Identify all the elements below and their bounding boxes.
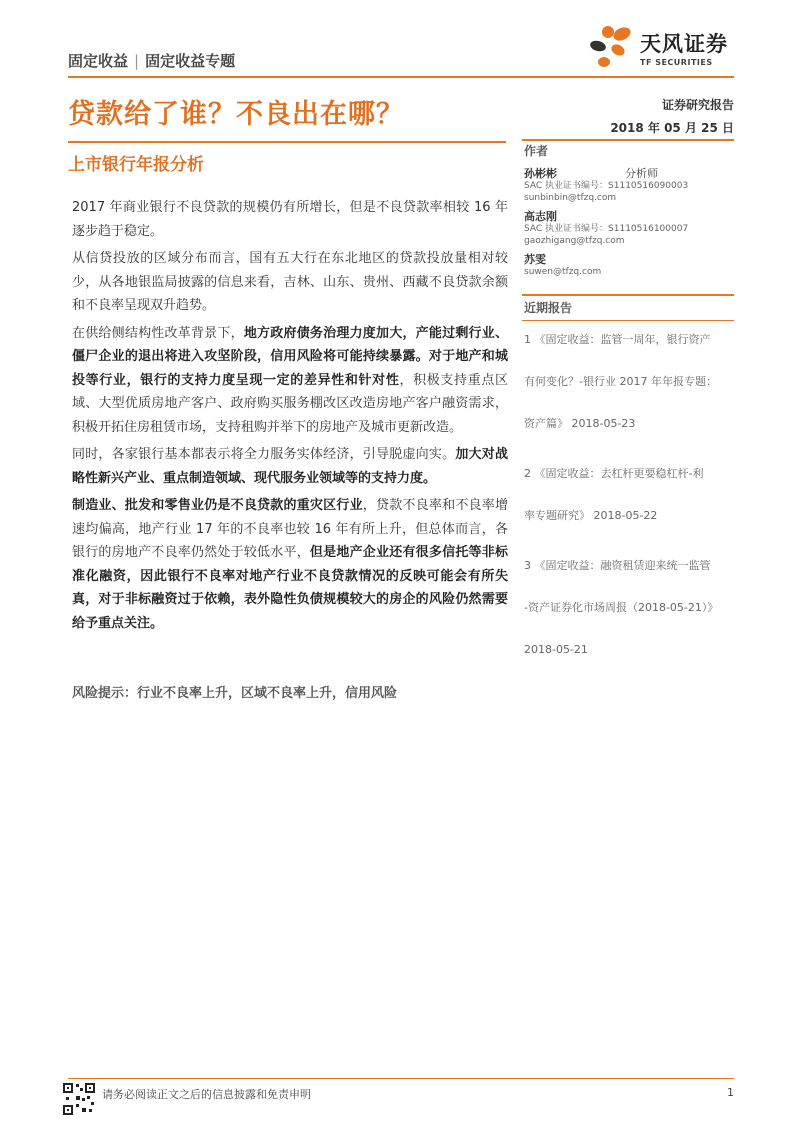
author-name: 孙彬彬	[524, 167, 557, 180]
report-date: 2018 年 05 月 25 日	[610, 121, 734, 135]
report-type: 证券研究报告	[661, 98, 734, 112]
text-run: ，贷款不良率和不良率增速均偏高，地产行业 17 年的不良率也较 16 年有所上升，但总体而言，各银行的房地产不良率仍然处于较低水平，	[72, 498, 508, 560]
author-role: 分析师	[625, 167, 658, 180]
bold-text-run: 地方政府债务治理力度加大，产能过剩行业、僵尸企业的退出将进入攻坚阶段，信用风险将可能持续暴露。对于地产和城投等行业，银行的支持力度呈现一定的差异性和针对性	[72, 325, 508, 388]
text-run: 在供给侧结构性改革背景下，	[72, 325, 244, 341]
author-email[interactable]: gaozhigang@tfzq.com	[524, 236, 625, 246]
logo-chinese-name: 天风证券	[640, 32, 728, 56]
author-cert: SAC 执业证书编号：S1110516100007	[524, 224, 689, 234]
author-email[interactable]: suwen@tfzq.com	[524, 267, 602, 277]
disclaimer-text: 请务必阅读正文之后的信息披露和免责申明	[102, 1088, 311, 1101]
title-divider	[68, 141, 506, 143]
recent-report-line[interactable]: 1 《固定收益：监管一周年，银行资产	[524, 333, 711, 346]
summary-body	[72, 196, 508, 639]
logo-english-name: TF SECURITIES	[640, 58, 713, 67]
recent-report-line[interactable]: -资产证券化市场周报（2018-05-21）》	[524, 601, 719, 614]
risk-warning: 风险提示：行业不良率上升，区域不良率上升，信用风险	[72, 686, 398, 701]
summary-paragraph	[72, 494, 508, 635]
summary-paragraph: 2017 年商业银行不良贷款的规模仍有所增长，但是不良贷款率相较 16 年逐步趋于稳定。	[72, 200, 508, 239]
recent-report-line[interactable]: 率专题研究》 2018-05-22	[524, 509, 658, 522]
recent-report-line[interactable]: 2018-05-21	[524, 643, 588, 656]
recent-report-line[interactable]: 资产篇》 2018-05-23	[524, 417, 636, 430]
summary-paragraph: 从信贷投放的区域分布而言，国有五大行在东北地区的贷款投放量相对较少，从各地银监局披露的信息来看，吉林、山东、贵州、西藏不良贷款余额和不良率呈现双升趋势。	[72, 251, 508, 313]
report-title: 贷款给了谁？不良出在哪？	[68, 99, 404, 130]
sidebar-divider	[522, 139, 734, 141]
qr-code-icon	[62, 1082, 96, 1116]
authors-heading: 作者	[524, 144, 549, 158]
text-run: ，积极支持重点区域、大型优质房地产客户、政府购买服务棚改区改造房地产客户融资需求，积极开拓住房租赁市场，支持租购并举下的房地产及城市更新改造。	[72, 372, 508, 435]
subcategory-label: 固定收益专题	[145, 52, 236, 70]
recent-reports-list	[524, 319, 734, 671]
category-separator: |	[134, 52, 140, 70]
recent-reports-heading: 近期报告	[524, 301, 573, 315]
recent-report-line[interactable]: 3 《固定收益：融资租赁迎来统一监管	[524, 559, 711, 572]
text-run: 同时，各家银行基本都表示将全力服务实体经济，引导脱虚向实。	[72, 447, 456, 462]
summary-paragraph	[72, 443, 508, 490]
author-name: 高志刚	[524, 210, 557, 223]
recent-report-line[interactable]: 有何变化？-银行业 2017 年年报专题：	[524, 375, 717, 388]
author-name: 苏雯	[524, 253, 546, 266]
bold-text-run: 但是地产企业还有很多信托等非标准化融资，因此银行不良率对地产行业不良贷款情况的反映可能会有所失真，对于非标融资过于依赖，表外隐性负债规模较大的房企的风险仍然需要给予重点关注。	[72, 545, 508, 631]
summary-paragraph	[72, 322, 508, 440]
bold-text-run: 制造业、批发和零售业仍是不良贷款的重灾区行业	[72, 498, 363, 513]
company-logo	[588, 18, 738, 74]
header-divider	[68, 76, 734, 78]
footer-divider	[68, 1078, 734, 1079]
flower-logo-icon	[588, 18, 638, 74]
page-number: 1	[727, 1086, 734, 1099]
author-cert: SAC 执业证书编号：S1110516090003	[524, 181, 689, 191]
sidebar-divider	[522, 294, 734, 296]
author-email[interactable]: sunbinbin@tfzq.com	[524, 193, 617, 203]
report-category	[68, 50, 235, 71]
recent-report-line[interactable]: 2 《固定收益：去杠杆更要稳杠杆-利	[524, 467, 704, 480]
category-label: 固定收益	[68, 52, 129, 70]
report-subtitle: 上市银行年报分析	[68, 155, 204, 175]
bold-text-run: 加大对战略性新兴产业、重点制造领域、现代服务业领域等的支持力度。	[72, 447, 508, 486]
